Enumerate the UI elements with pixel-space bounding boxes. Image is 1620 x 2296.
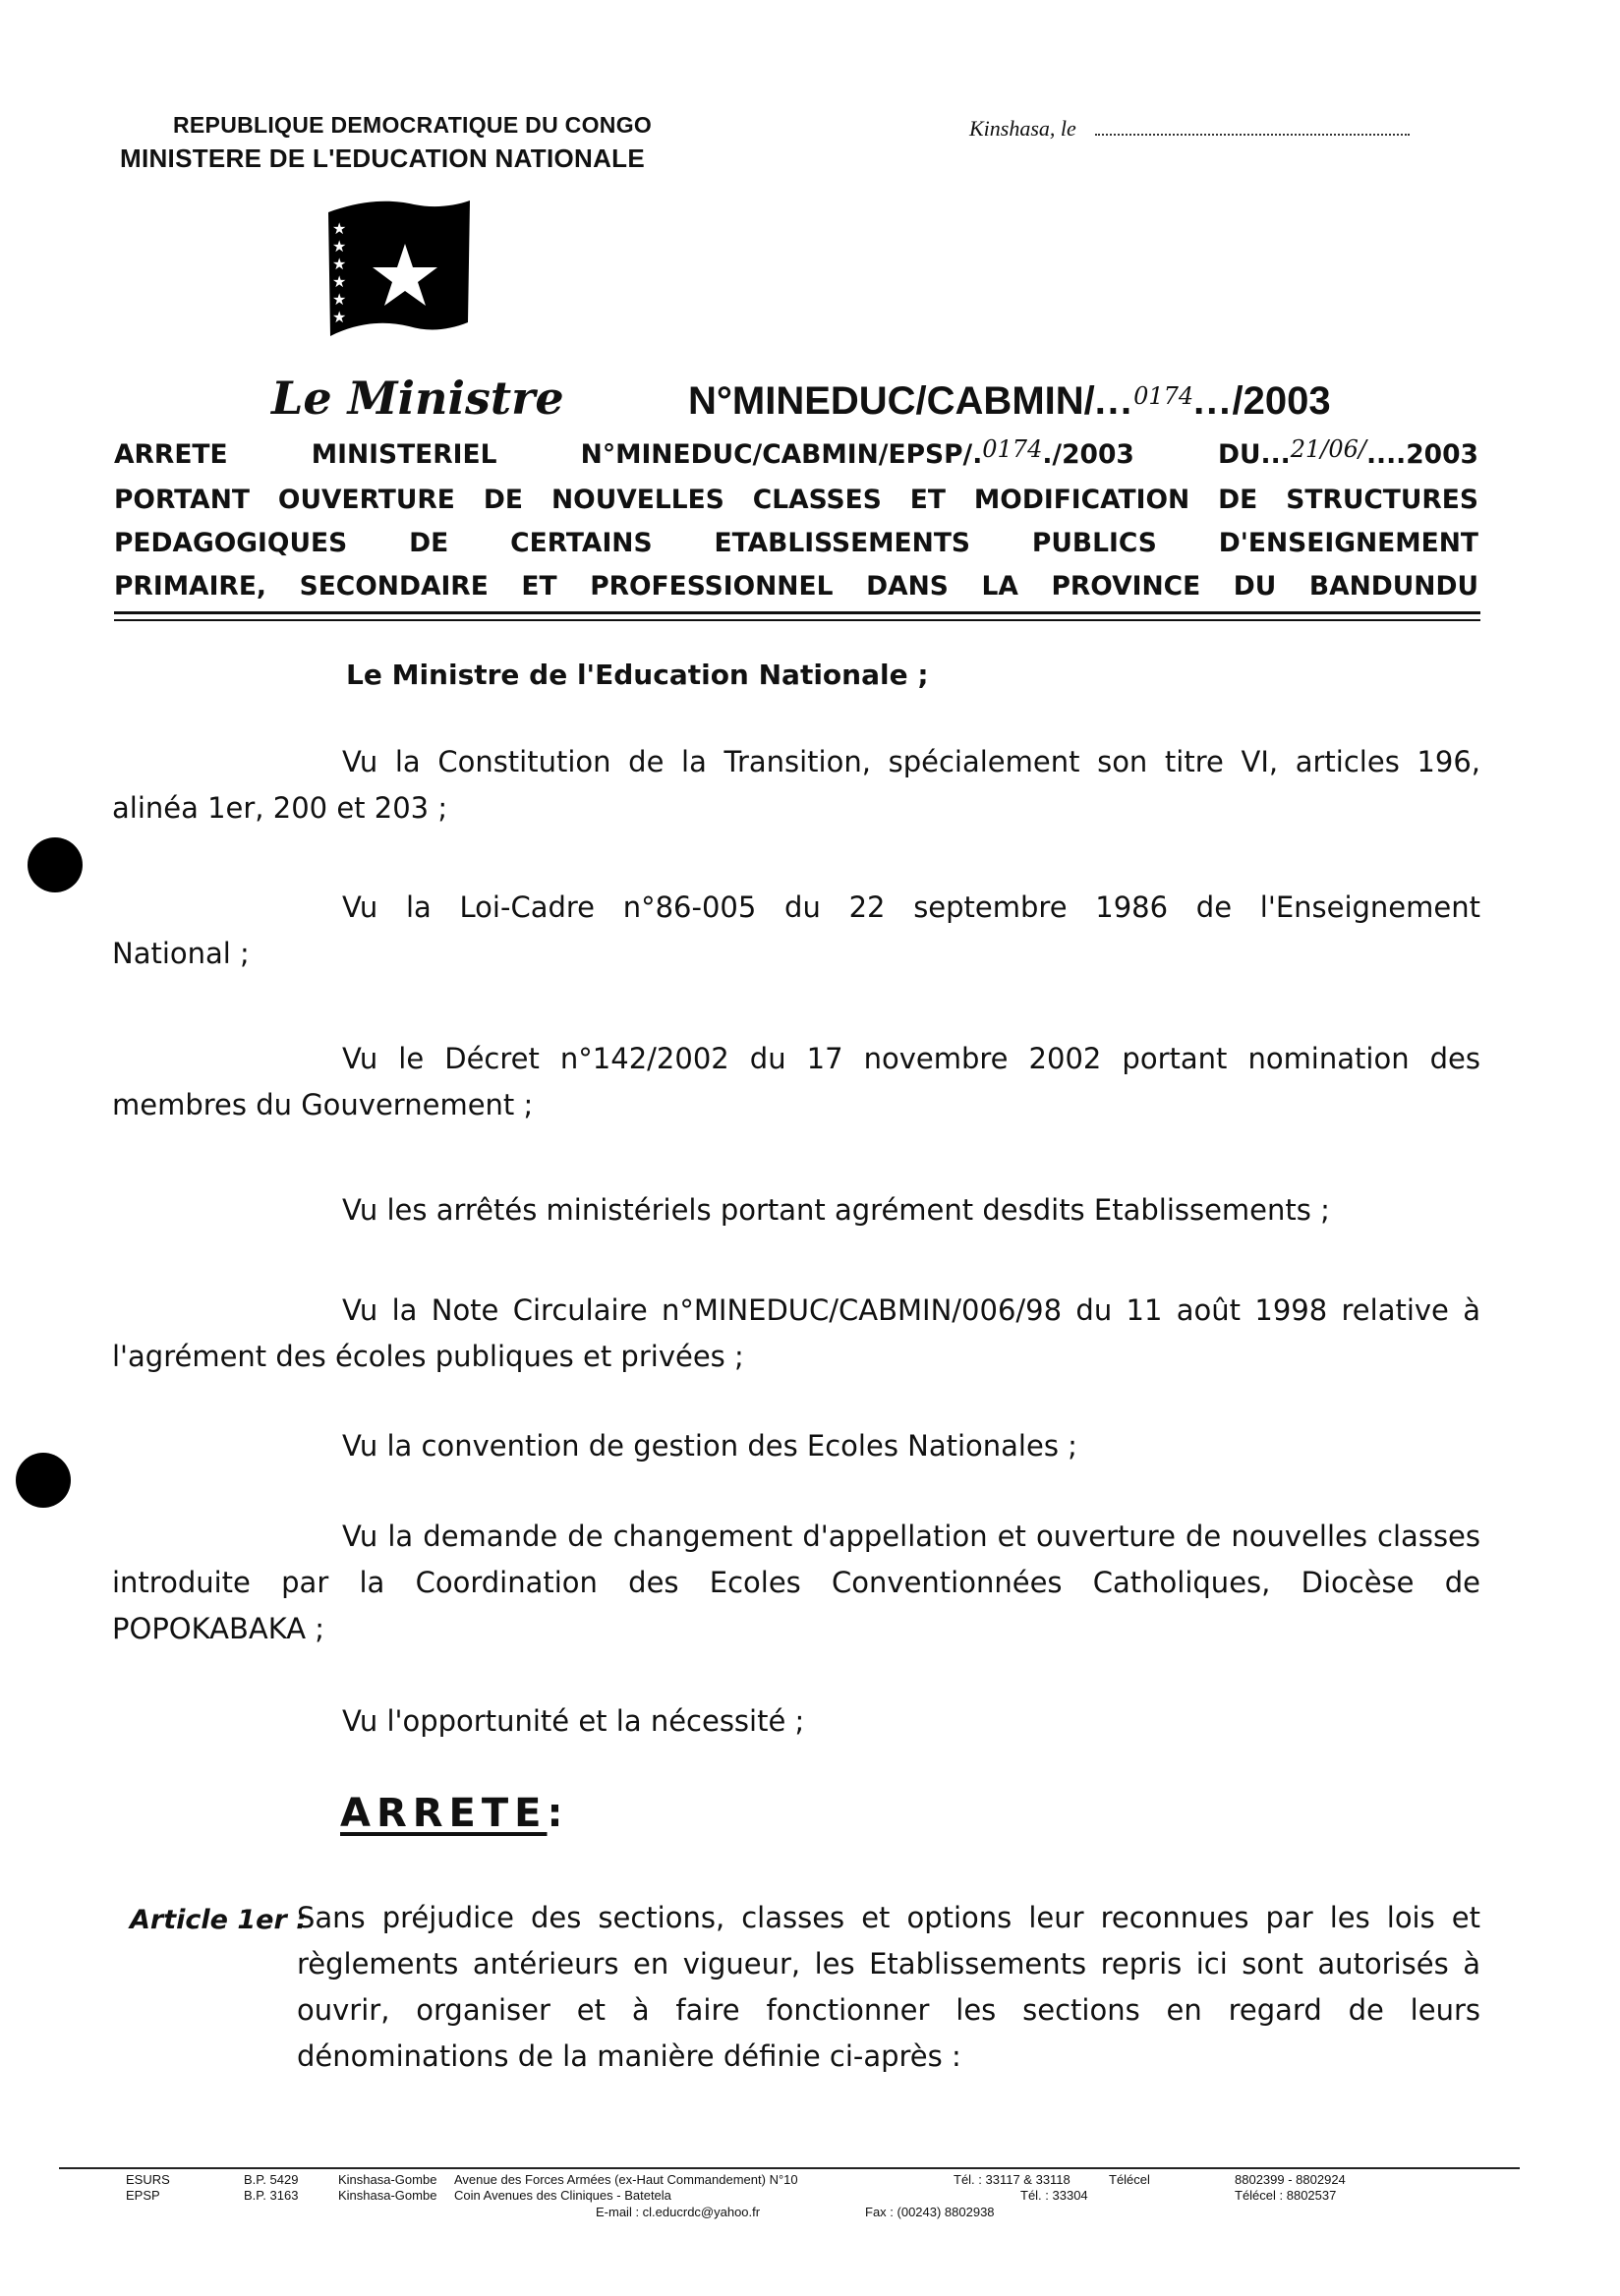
decree-heading: ARRETE:: [340, 1791, 569, 1836]
flag-emblem: [320, 195, 478, 352]
decree-title-line1: ARRETE MINISTERIEL N°MINEDUC/CABMIN/EPSP/.0174./2003 DU...21/06/....2003: [114, 435, 1478, 470]
footer-rule: [59, 2167, 1520, 2169]
footer-contacts: ESURS B.P. 5429 Kinshasa-Gombe Avenue des Forces Armées (ex-Haut Commandement) N°10 Tél. : 33117 & 33118 Télécel 8802399 - 8802924 EPSP B.P. 3163 Kinshasa-Gombe Coin Avenues des Cliniques - Batetela Tél. : 33304 Télécel : 8802537 E-mail : cl.educrdc@yahoo.fr Fax : (00243) 8802938: [126, 2172, 1346, 2219]
svg-text:★: ★: [332, 219, 347, 238]
punch-hole-bottom: [16, 1453, 71, 1508]
decree-title-line2: PORTANT OUVERTURE DE NOUVELLES CLASSES ET MODIFICATION DE STRUCTURES: [114, 485, 1478, 515]
signatory-title: Le Ministre: [271, 372, 564, 425]
place-date: [969, 116, 1410, 142]
title-underline: [114, 611, 1480, 614]
preamble-intro: Le Ministre de l'Education Nationale ;: [346, 659, 929, 691]
reference-prefix: N°MINEDUC/CABMIN/: [688, 379, 1095, 423]
svg-text:★: ★: [332, 255, 347, 273]
republic-name: REPUBLIQUE DEMOCRATIQUE DU CONGO: [173, 112, 653, 138]
article-1-label: Article 1er :: [130, 1905, 307, 1935]
consideration-decret: Vu le Décret n°142/2002 du 17 novembre 2002 portant nomination des membres du Gouvernement ;: [112, 1042, 1480, 1121]
svg-text:★: ★: [332, 290, 347, 309]
article-1-text: Sans préjudice des sections, classes et options leur reconnues par les lois et règlements antérieurs en vigueur, les Etablissements repris ici sont autorisés à ouvrir, organiser et à faire fonctionner les sections en regard de leurs dénominations de la manière définie ci-après :: [297, 1901, 1480, 2073]
reference-year: /2003: [1232, 379, 1331, 423]
svg-text:★: ★: [332, 272, 347, 291]
footer-email: E-mail : cl.educrdc@yahoo.fr: [596, 2205, 761, 2219]
decree-title-line3: PEDAGOGIQUES DE CERTAINS ETABLISSEMENTS PUBLICS D'ENSEIGNEMENT: [114, 528, 1478, 558]
ministry-name: MINISTERE DE L'EDUCATION NATIONALE: [120, 144, 645, 173]
footer-fax: Fax : (00243) 8802938: [865, 2205, 995, 2219]
consideration-convention: Vu la convention de gestion des Ecoles Nationales ;: [342, 1429, 1077, 1463]
consideration-arretes: Vu les arrêtés ministériels portant agrément desdits Etablissements ;: [342, 1193, 1330, 1227]
consideration-loi-cadre: Vu la Loi-Cadre n°86-005 du 22 septembre 1986 de l'Enseignement National ;: [112, 890, 1480, 970]
svg-text:★: ★: [332, 308, 347, 326]
svg-text:★: ★: [332, 237, 347, 256]
consideration-note-circulaire: Vu la Note Circulaire n°MINEDUC/CABMIN/006/98 du 11 août 1998 relative à l'agrément des écoles publiques et privées ;: [112, 1293, 1480, 1373]
consideration-demande: Vu la demande de changement d'appellation et ouverture de nouvelles classes introduite par la Coordination des Ecoles Conventionnées Catholiques, Diocèse de POPOKABAKA ;: [112, 1520, 1480, 1645]
consideration-opportunite: Vu l'opportunité et la nécessité ;: [342, 1704, 805, 1738]
punch-hole-top: [28, 837, 83, 892]
decree-title-line4: PRIMAIRE, SECONDAIRE ET PROFESSIONNEL DANS LA PROVINCE DU BANDUNDU: [114, 571, 1478, 602]
consideration-constitution: Vu la Constitution de la Transition, spécialement son titre VI, articles 196, alinéa 1er, 200 et 203 ;: [112, 745, 1480, 825]
reference-handwritten: 0174: [1133, 382, 1194, 410]
decree-number-handwritten: 0174: [982, 435, 1043, 463]
reference-number: N°MINEDUC/CABMIN/...$^{0174}$.../2003: [688, 379, 1331, 423]
date-blank: [1095, 134, 1410, 136]
place-label: Kinshasa, le: [969, 116, 1076, 141]
decree-date-handwritten: 21/06/: [1290, 435, 1366, 463]
flag-emblem-icon: [320, 195, 478, 352]
title-underline-second: [114, 619, 1480, 621]
